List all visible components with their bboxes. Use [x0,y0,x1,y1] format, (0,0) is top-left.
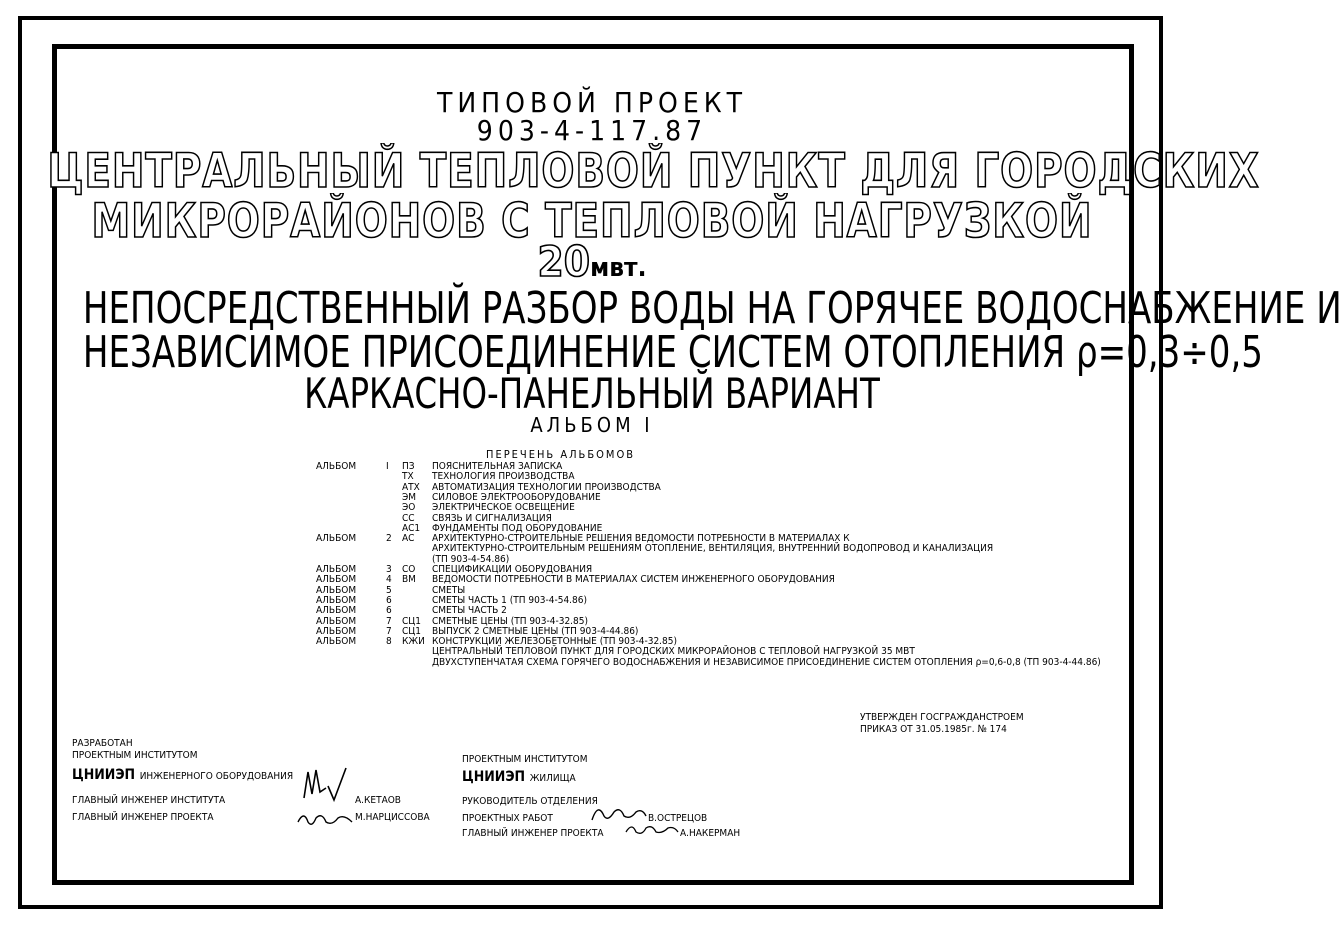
signature-nartsissova [296,808,356,830]
album-row-num: 6 [386,594,392,606]
dev-left-org-name: ЦНИИЭП [72,767,136,783]
album-row-code: АС [402,533,415,545]
album-row-album: АЛЬБОМ [316,636,357,648]
album-row-text: АВТОМАТИЗАЦИЯ ТЕХНОЛОГИИ ПРОИЗВОДСТВА [432,481,661,493]
album-row-album: АЛЬБОМ [316,461,357,472]
project-type: ТИПОВОЙ ПРОЕКТ [436,86,748,119]
album-row-code: СС [402,512,415,524]
album-row-code: СЦ1 [402,625,421,637]
signature-nakerman [624,820,680,838]
dev-left-role-1: ГЛАВНЫЙ ИНЖЕНЕР ИНСТИТУТА [72,795,226,806]
album-row-code: АС1 [402,522,421,534]
album-row-album: АЛЬБОМ [316,594,357,606]
subtitle-line-1: НЕПОСРЕДСТВЕННЫЙ РАЗБОР ВОДЫ НА ГОРЯЧЕЕ ВОДОСНАБЖЕНИЕ И [82,283,1342,334]
album-row-text: ПОЯСНИТЕЛЬНАЯ ЗАПИСКА [432,461,563,472]
dev-right-org-name: ЦНИИЭП [462,769,526,785]
album-row-num: 8 [386,636,392,648]
album-row-text: ФУНДАМЕНТЫ ПОД ОБОРУДОВАНИЕ [432,522,603,534]
project-number: 903-4-117.87 [476,114,708,147]
subtitle-line-2: НЕЗАВИСИМОЕ ПРИСОЕДИНЕНИЕ СИСТЕМ ОТОПЛЕНИЯ ρ=0,3÷0,5 [82,327,1263,378]
dev-right-name-3: А.НАКЕРМАН [680,828,741,839]
album-row-num: 7 [386,625,392,637]
album-row-text: (ТП 903-4-54.86) [432,553,510,565]
dev-right-role-1: РУКОВОДИТЕЛЬ ОТДЕЛЕНИЯ [462,796,598,807]
album-row-num: I [386,461,389,472]
album-row-album: АЛЬБОМ [316,533,357,545]
album-row-num: 6 [386,605,392,617]
album-row-num: 2 [386,533,392,545]
dev-right-org [462,766,576,785]
dev-right-role-2: ПРОЕКТНЫХ РАБОТ [462,813,553,824]
album-row-text: ЦЕНТРАЛЬНЫЙ ТЕПЛОВОЙ ПУНКТ ДЛЯ ГОРОДСКИХ МИКРОРАЙОНОВ С ТЕПЛОВОЙ НАГРУЗКОЙ 35 МВТ [432,646,915,658]
dev-right-org-rest: ЖИЛИЩА [529,773,576,784]
album-row-num: 5 [386,584,392,596]
album-row-album: АЛЬБОМ [316,615,357,627]
dev-right-role-3: ГЛАВНЫЙ ИНЖЕНЕР ПРОЕКТА [462,828,604,839]
album-row-album: АЛЬБОМ [316,584,357,596]
approval-line-2: ПРИКАЗ ОТ 31.05.1985г. № 174 [860,724,1007,735]
album-row-code: ЭМ [402,491,417,503]
load-unit: мвт. [590,253,647,283]
album-row-text: ЭЛЕКТРИЧЕСКОЕ ОСВЕЩЕНИЕ [432,502,575,514]
album-row-code: СО [402,564,416,575]
album-row-num: 7 [386,615,392,627]
dev-right-line-1: ПРОЕКТНЫМ ИНСТИТУТОМ [462,754,588,765]
album-list-title: ПЕРЕЧЕНЬ АЛЬБОМОВ [486,448,636,461]
dev-left-line-2: ПРОЕКТНЫМ ИНСТИТУТОМ [72,750,198,761]
album-row-num: 4 [386,574,392,586]
album-row-text: СМЕТЫ ЧАСТЬ 2 [432,605,507,617]
album-row-text: СПЕЦИФИКАЦИИ ОБОРУДОВАНИЯ [432,564,593,575]
dev-left-name-1: А.КЕТАОВ [355,795,401,806]
title-line-2: МИКРОРАЙОНОВ С ТЕПЛОВОЙ НАГРУЗКОЙ [91,194,1093,249]
dev-right-name-2: В.ОСТРЕЦОВ [648,813,708,824]
album-row-text: СИЛОВОЕ ЭЛЕКТРООБОРУДОВАНИЕ [432,491,601,503]
album-row-album: АЛЬБОМ [316,574,357,586]
album-row-text: СМЕТНЫЕ ЦЕНЫ (ТП 903-4-32.85) [432,615,588,627]
album-row-text: ДВУХСТУПЕНЧАТАЯ СХЕМА ГОРЯЧЕГО ВОДОСНАБЖЕНИЯ И НЕЗАВИСИМОЕ ПРИСОЕДИНЕНИЕ СИСТЕМ ОТОПЛЕНИЯ ρ=0,6-0,8 (ТП 903-4-44.86) [432,656,1101,668]
album-row-text: ВЫПУСК 2 СМЕТНЫЕ ЦЕНЫ (ТП 903-4-44.86) [432,625,639,637]
album-row-text: СВЯЗЬ И СИГНАЛИЗАЦИЯ [432,512,552,524]
album-row-code: АТХ [402,481,420,493]
album-row-text: КОНСТРУКЦИИ ЖЕЛЕЗОБЕТОННЫЕ (ТП 903-4-32.85) [432,636,677,648]
album-row-code: ВМ [402,574,416,586]
album-row-text: СМЕТЫ [432,584,466,596]
album-row-album: АЛЬБОМ [316,605,357,617]
album-row-text: СМЕТЫ ЧАСТЬ 1 (ТП 903-4-54.86) [432,594,587,606]
title-line-1: ЦЕНТРАЛЬНЫЙ ТЕПЛОВОЙ ПУНКТ ДЛЯ ГОРОДСКИХ [47,144,1260,199]
album-row-code: СЦ1 [402,615,421,627]
album-row-text: ТЕХНОЛОГИЯ ПРОИЗВОДСТВА [432,471,575,483]
album-label: АЛЬБОМ I [530,413,654,437]
album-row-code: ПЗ [402,461,415,472]
dev-left-org [72,764,293,783]
album-row-code: ЭО [402,502,416,514]
load-value: 20 [537,237,591,286]
album-row-album: АЛЬБОМ [316,564,357,575]
album-row-text: АРХИТЕКТУРНО-СТРОИТЕЛЬНЫМ РЕШЕНИЯМ ОТОПЛЕНИЕ, ВЕНТИЛЯЦИЯ, ВНУТРЕННИЙ ВОДОПРОВОД И КАНАЛИЗАЦИЯ [432,543,994,555]
album-row-code: ТХ [402,471,414,483]
album-row-text: АРХИТЕКТУРНО-СТРОИТЕЛЬНЫЕ РЕШЕНИЯ ВЕДОМОСТИ ПОТРЕБНОСТИ В МАТЕРИАЛАХ К [432,533,850,545]
dev-left-name-2: М.НАРЦИССОВА [355,812,430,823]
approval-line-1: УТВЕРЖДЕН ГОСГРАЖДАНСТРОЕМ [860,712,1024,723]
album-row-code: КЖИ [402,636,425,648]
dev-left-role-2: ГЛАВНЫЙ ИНЖЕНЕР ПРОЕКТА [72,812,214,823]
title-load [0,237,1184,288]
album-row-num: 3 [386,564,392,575]
dev-left-line-1: РАЗРАБОТАН [72,738,133,749]
variant-line: КАРКАСНО-ПАНЕЛЬНЫЙ ВАРИАНТ [304,369,880,418]
signature-ketaov [300,764,350,804]
album-row-text: ВЕДОМОСТИ ПОТРЕБНОСТИ В МАТЕРИАЛАХ СИСТЕМ ИНЖЕНЕРНОГО ОБОРУДОВАНИЯ [432,574,835,586]
album-row-album: АЛЬБОМ [316,625,357,637]
dev-left-org-rest: ИНЖЕНЕРНОГО ОБОРУДОВАНИЯ [139,771,294,782]
